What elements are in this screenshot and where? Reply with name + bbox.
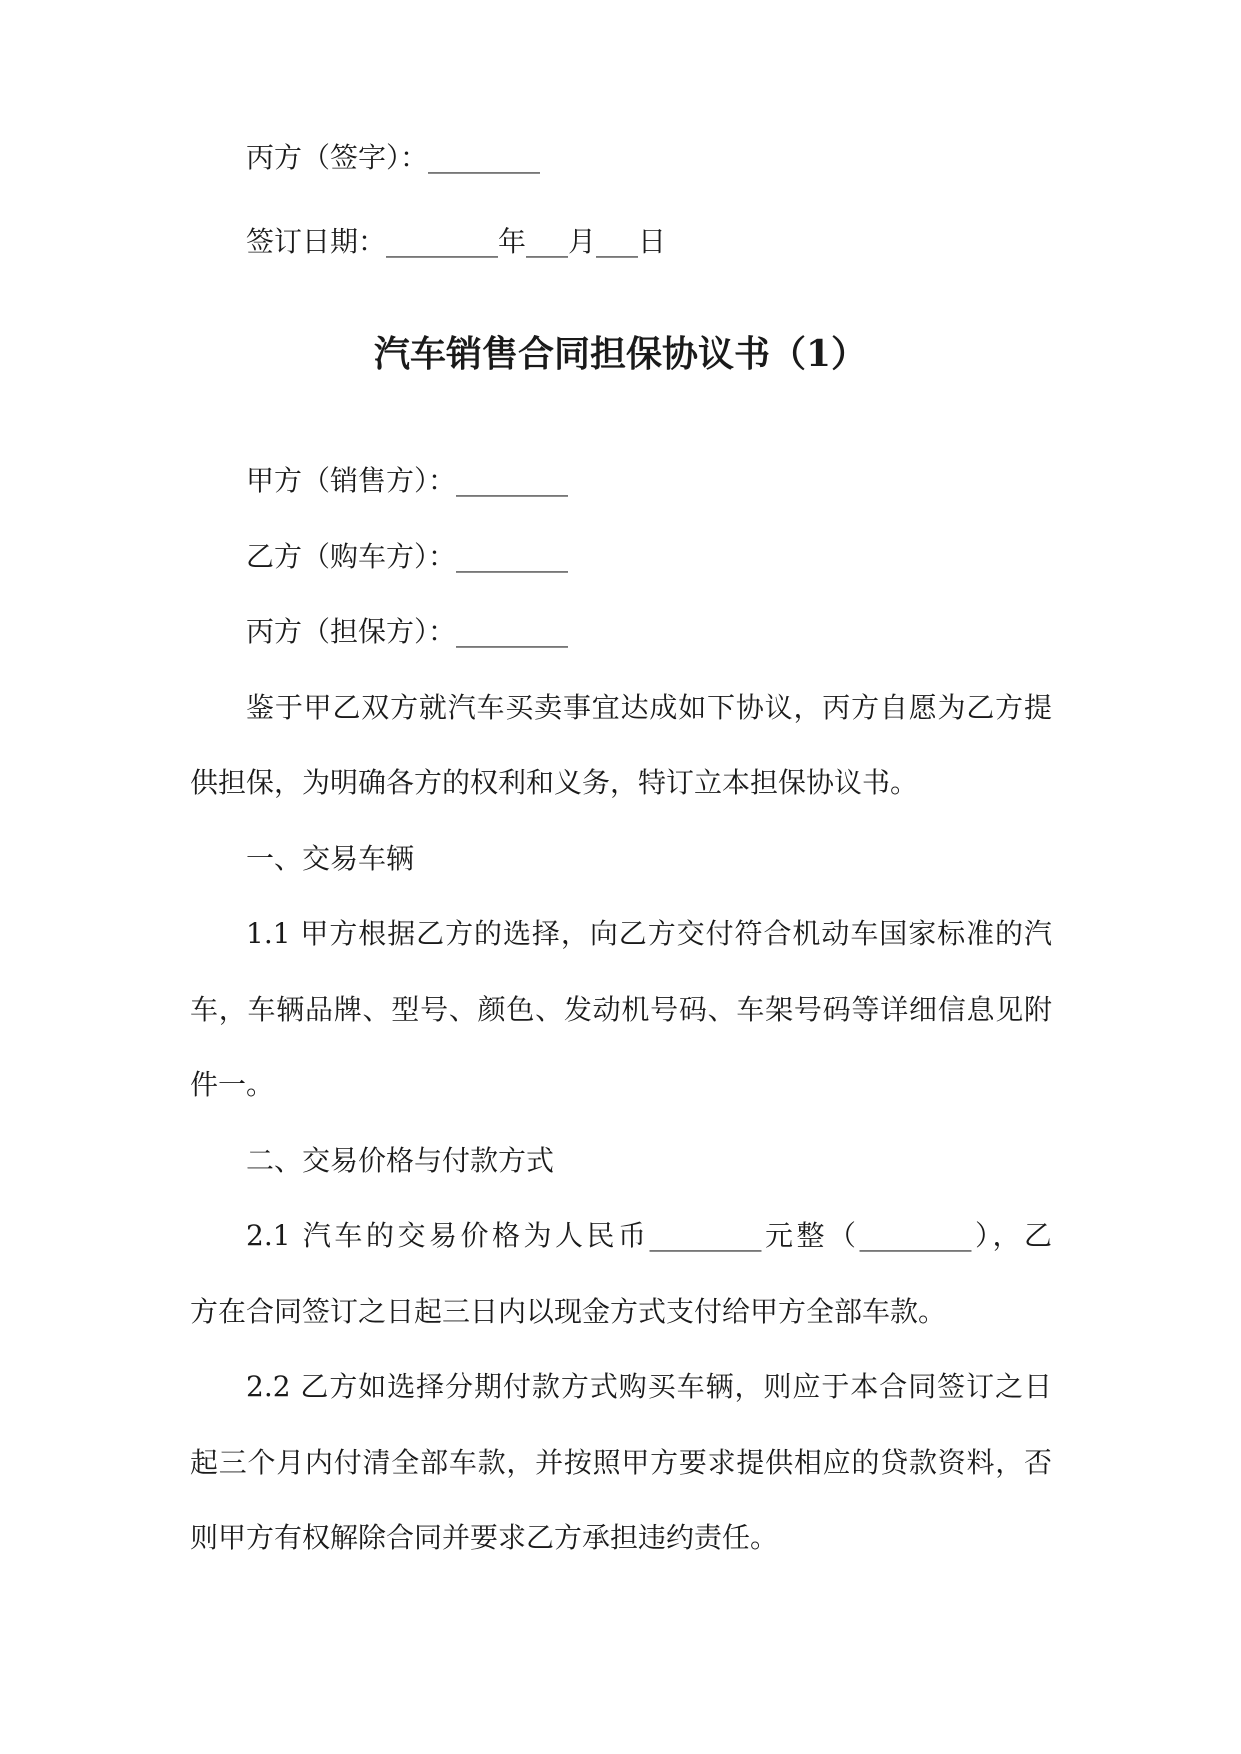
- party-c-signature-line: 丙方（签字）：________: [246, 141, 541, 174]
- clause-2-2-line-1: 2.2 乙方如选择分期付款方式购买车辆，则应于本合同签订之日: [246, 1370, 1052, 1403]
- clause-2-1-line-1: 2.1 汽车的交易价格为人民币________元整（________），乙: [246, 1219, 1052, 1252]
- clause-2-1-line-2: 方在合同签订之日起三日内以现金方式支付给甲方全部车款。: [190, 1295, 947, 1328]
- clause-2-2-line-2: 起三个月内付清全部车款，并按照甲方要求提供相应的贷款资料，否: [190, 1446, 1052, 1479]
- clause-1-1-line-2: 车，车辆品牌、型号、颜色、发动机号码、车架号码等详细信息见附: [190, 993, 1052, 1026]
- clause-1-1-line-3: 件一。: [190, 1068, 275, 1101]
- section-1-heading: 一、交易车辆: [246, 842, 415, 875]
- clause-1-1-line-1: 1.1 甲方根据乙方的选择，向乙方交付符合机动车国家标准的汽: [246, 917, 1052, 950]
- clause-2-2-line-3: 则甲方有权解除合同并要求乙方承担违约责任。: [190, 1521, 779, 1554]
- preamble-line-2: 供担保，为明确各方的权利和义务，特订立本担保协议书。: [190, 766, 919, 799]
- preamble-line-1: 鉴于甲乙双方就汽车买卖事宜达成如下协议，丙方自愿为乙方提: [246, 691, 1052, 724]
- party-b-line: 乙方（购车方）：________: [246, 540, 569, 573]
- section-2-heading: 二、交易价格与付款方式: [246, 1144, 555, 1177]
- document-title: 汽车销售合同担保协议书（1）: [373, 333, 868, 375]
- party-c-line: 丙方（担保方）：________: [246, 615, 569, 648]
- sign-date-line: 签订日期：________年___月___日: [246, 225, 667, 258]
- party-a-line: 甲方（销售方）：________: [246, 464, 569, 497]
